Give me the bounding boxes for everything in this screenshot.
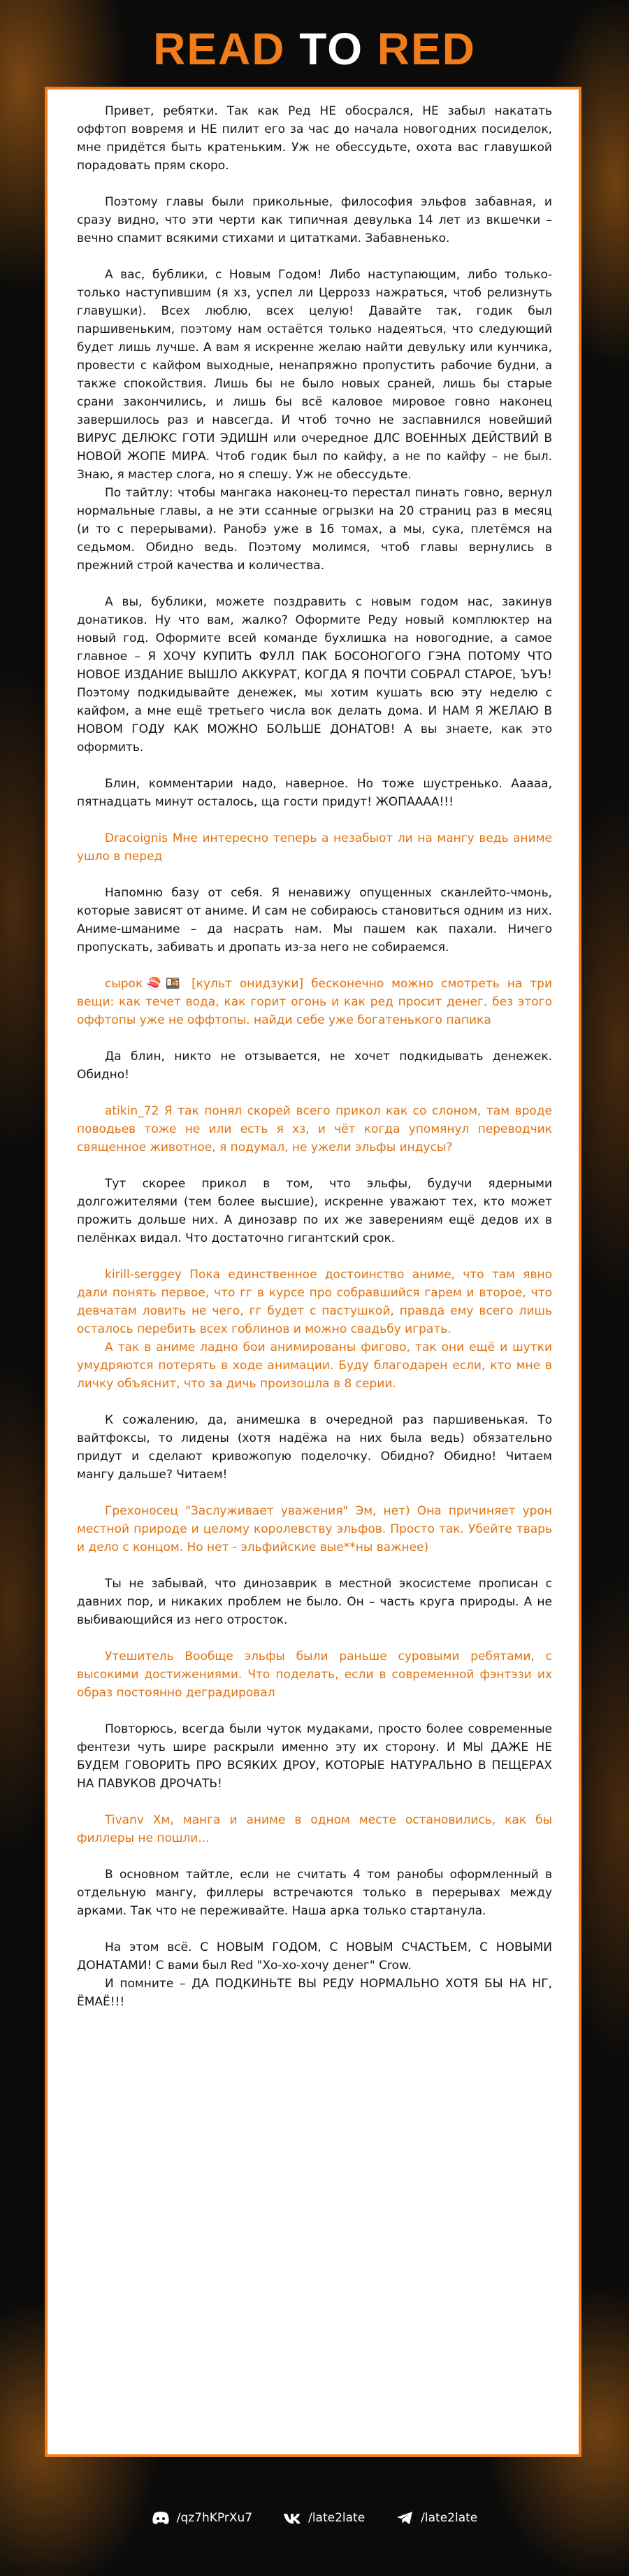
comment-text: Мне интересно теперь а незабыот ли на мангу ведь аниме ушло в перед <box>77 831 552 864</box>
comment-author: Грехоносец <box>105 1504 178 1518</box>
comment-text: А так в аниме ладно бои анимированы фигово, так они ещё и шутки умудряются потерять в ходе анимации. Буду благодарен если, кто мне в личку объяснит, что за дичь произошла в 8 серии. <box>77 1340 552 1391</box>
vk-label: /late2late <box>308 2511 366 2525</box>
body-paragraph: Привет, ребятки. Так как Ред НЕ обосрался, НЕ забыл накатать оффтоп вовремя и НЕ пилит его за час до начала новогодних посиделок, мне придётся быть кратеньким. Уж не обессудьте, охота вас главушкой порадовать прям скоро. <box>77 104 552 173</box>
reader-comment <box>77 1647 552 1702</box>
reader-comment <box>77 1102 552 1157</box>
comment-text: Вообще эльфы были раньше суровыми ребятами, с высокими достижениями. Что поделать, если в современной фэнтэзи их образ постоянно деградировал <box>77 1650 552 1700</box>
reader-comment <box>77 1811 552 1847</box>
reader-comment <box>77 975 552 1029</box>
discord-label: /qz7hKPrXu7 <box>176 2511 253 2525</box>
body-paragraph: Поэтому главы были прикольные, философия эльфов забавная, и сразу видно, что эти черти как типичная девулька 14 лет из вкшечки – вечно спамит всякими стихами и цитатками. Забавненько. <box>77 195 552 245</box>
reader-comment <box>77 1266 552 1338</box>
body-paragraph: На этом всё. С НОВЫМ ГОДОМ, С НОВЫМ СЧАСТЬЕМ, С НОВЫМИ ДОНАТАМИ! С вами был Red "Хо-хо-хочу денег" Crow. <box>77 1940 552 1973</box>
reader-comment <box>77 1502 552 1557</box>
vk-icon <box>283 2510 301 2526</box>
comment-text: Я так понял скорей всего прикол как со слоном, там вроде поводьев тоже не или есть я хз, и чёт когда упомянул переводчик священное животное, я подумал, не ужели эльфы индусы? <box>77 1104 552 1154</box>
social-links <box>0 2510 629 2526</box>
comment-author: сырок🍣🍱 [культ онидзуки] <box>105 977 304 991</box>
reader-comment <box>77 1338 552 1393</box>
body-paragraph: По тайтлу: чтобы мангака наконец-то перестал пинать говно, вернул нормальные главы, а не эти ссанные огрызки на 20 страниц раз в месяц (и то с перерывами). Ранобэ уже в 16 томах, а мы, сука, плетёмся на седьмом. Обидно ведь. Поэтому молимся, чтоб главы вернулись в прежний строй качества и количества. <box>77 486 552 573</box>
comment-text: Пока единственное достоинство аниме, что там явно дали понять первое, что гг в курсе про собравшийся гарем и второе, что девчатам ловить не чего, гг будет с пастушкой, правда ему всего лишь осталось перебить всех гоблинов и можно свадьбу играть. <box>77 1268 552 1336</box>
title-part-red: RED <box>363 24 476 74</box>
page-title <box>153 24 476 74</box>
comment-author: atikin_72 <box>105 1104 159 1118</box>
body-paragraph: А вы, бублики, можете поздравить с новым годом нас, закинув донатиков. Ну что вам, жалко? Оформите Реду новый комплюктер на новый год. Оформите всей команде бухлишка на новогодние, а самое главное – Я ХОЧУ КУПИТЬ ФУЛЛ ПАК БОСОНОГОГО ГЭНА ПОТОМУ ЧТО НОВОЕ ИЗДАНИЕ ВЫШЛО АККУРАТ, КОГДА Я ПОЧТИ СОБРАЛ СТАРОЕ, ЪУЪ! Поэтому подкидывайте денежек, мы хотим кушать всю эту неделю с кайфом, а мне ещё третьего числа вок делать дома. И НАМ Я ЖЕЛАЮ В НОВОМ ГОДУ КАК МОЖНО БОЛЬШЕ ДОНАТОВ! А вы знаете, как это оформить. <box>77 595 552 754</box>
comment-text: бесконечно можно смотреть на три вещи: как течет вода, как горит огонь и как ред просит денег. без этого оффтопы уже не оффтопы. найди себе уже богатенького папика <box>77 977 552 1027</box>
body-paragraph: Тут скорее прикол в том, что эльфы, будучи ядерными долгожителями (тем более высшие), искренне уважают тех, кто может прожить дольше них. А динозавр по их же заверениям ещё дедов их в пелёнках видал. Что достаточно гигантский срок. <box>77 1177 552 1245</box>
comment-author: Tivanv <box>105 1813 144 1827</box>
body-paragraph: Напомню базу от себя. Я ненавижу опущенных сканлейто-чмонь, которые зависят от аниме. И сам не собираюсь становиться одним из них. Аниме-шманиме – да насрать нам. Мы пашем как пахали. Ничего пропускать, забивать и дропать из-за него не собираемся. <box>77 886 552 954</box>
body-paragraph: Ты не забывай, что динозаврик в местной экосистеме прописан с давних пор, и никаких проблем не было. Он – часть круга природы. А не выбивающийся из него отросток. <box>77 1577 552 1627</box>
footer <box>0 2461 629 2576</box>
comment-author: Утешитель <box>105 1650 174 1663</box>
discord-icon <box>152 2510 170 2526</box>
article-content <box>77 102 552 2029</box>
title-part-to: TO <box>299 24 363 74</box>
body-paragraph: Да блин, никто не отзывается, не хочет подкидывать денежек. Обидно! <box>77 1050 552 1082</box>
body-paragraph: Повторюсь, всегда были чуток мудаками, просто более современные фентези чуть шире раскрыли именно эту их сторону. И МЫ ДАЖЕ НЕ БУДЕМ ГОВОРИТЬ ПРО ВСЯКИХ ДРОУ, КОТОРЫЕ НАТУРАЛЬНО В ПЕЩЕРАХ НА ПАВУКОВ ДРОЧАТЬ! <box>77 1722 552 1791</box>
vk-link[interactable] <box>283 2510 365 2526</box>
telegram-link[interactable] <box>396 2510 477 2526</box>
telegram-label: /late2late <box>421 2511 478 2525</box>
title-part-read: READ <box>153 24 300 74</box>
telegram-icon <box>396 2510 414 2526</box>
comment-author: kirill-serggey <box>105 1268 182 1282</box>
comment-text: Хм, манга и аниме в одном месте остановились, как бы филлеры не пошли... <box>77 1813 552 1845</box>
comment-author: Dracoignis <box>105 831 168 845</box>
reader-comment <box>77 829 552 866</box>
body-paragraph: А вас, бублики, с Новым Годом! Либо наступающим, либо только-только наступившим (я хз, успел ли Церрозз нажраться, чтоб релизнуть главушки). Всех люблю, всех целую! Давайте так, годик был паршивеньким, поэтому нам остаётся только надеяться, что следующий будет лишь лучше. А вам я искренне желаю найти девульку или кунчика, провести с кайфом выходные, ненапряжно пропустить рабочие будни, а также спокойствия. Лишь бы не было новых сраней, лишь бы старые срани закончились, и лишь бы всё каловое мировое говно наконец завершилось раз и навсегда. И чтоб точно не заспавнился новейший ВИРУС ДЕЛЮКС ГОТИ ЭДИШН или очередное ДЛС ВОЕННЫХ ДЕЙСТВИЙ В НОВОЙ ЖОПЕ МИРА. Чтоб годик был по кайфу, а не по кайфу – не был. Знаю, я мастер слога, но я спешу. Уж не обессудьте. <box>77 268 552 482</box>
body-paragraph: Блин, комментарии надо, наверное. Но тоже шустренько. Ааааа, пятнадцать минут осталось, ща гости придут! ЖОПАААА!!! <box>77 777 552 809</box>
body-paragraph: И помните – ДА ПОДКИНЬТЕ ВЫ РЕДУ НОРМАЛЬНО ХОТЯ БЫ НА НГ, ЁМАЁ!!! <box>77 1977 552 2009</box>
comment-text: "Заслуживает уважения" Эм, нет) Она причиняет урон местной природе и целому королевству эльфов. Просто так. Убейте тварь и дело с концом. Но нет - эльфийские вые**ны важнее) <box>77 1504 552 1554</box>
body-paragraph: В основном тайтле, если не считать 4 том ранобы оформленный в отдельную мангу, филлеры встречаются только в перерывах между арками. Так что не переживайте. Наша арка только стартанула. <box>77 1868 552 1918</box>
body-paragraph: К сожалению, да, анимешка в очередной раз паршивенькая. То вайтфоксы, то лидены (хотя надёжа на них была ведь) обязательно придут и сделают кривожопую поделочку. Обидно? Обидно! Читаем мангу дальше? Читаем! <box>77 1413 552 1482</box>
header <box>0 0 629 83</box>
discord-link[interactable] <box>152 2510 252 2526</box>
